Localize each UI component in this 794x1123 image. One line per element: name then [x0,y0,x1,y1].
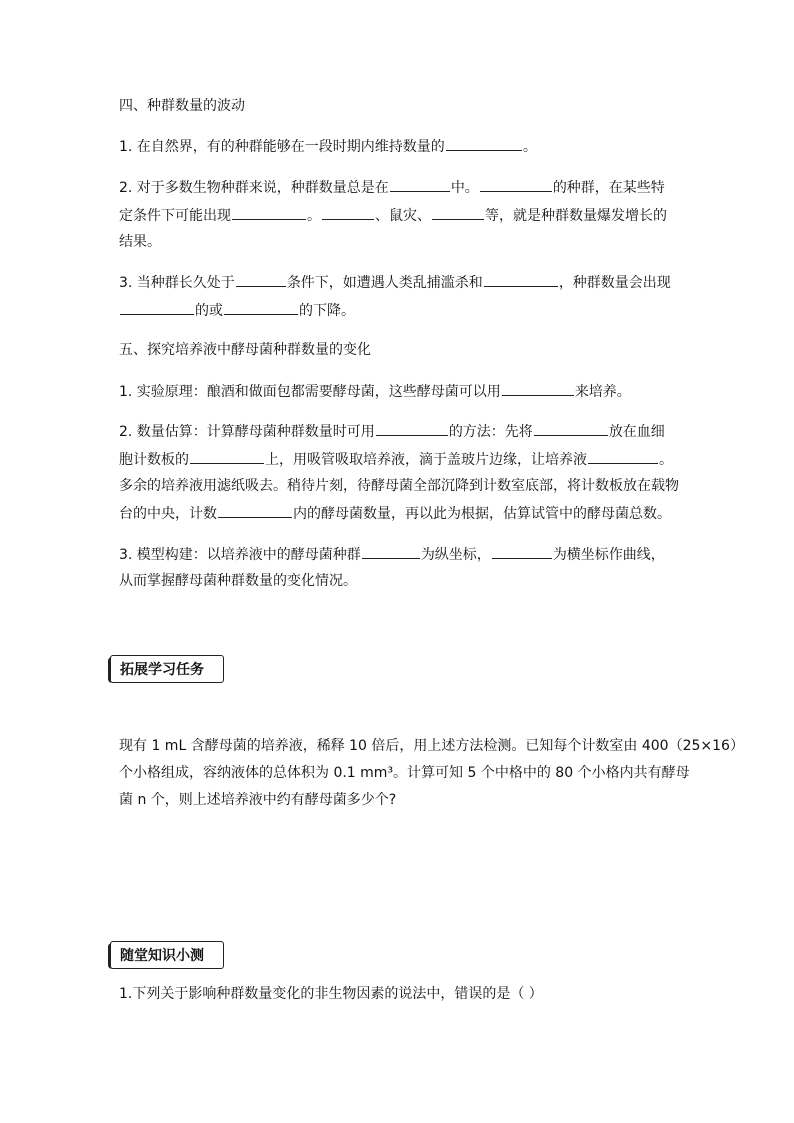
fill-blank[interactable] [502,381,574,396]
fill-blank[interactable] [362,544,420,559]
s4-question-2-line2: 定条件下可能出现 。 、鼠灾、 等，就是种群数量爆发增长的 [119,205,667,226]
fill-blank[interactable] [224,300,298,315]
fill-blank[interactable] [236,272,286,287]
fill-blank[interactable] [484,272,558,287]
s5-question-2-line3: 多余的培养液用滤纸吸去。稍待片刻，待酵母菌全部沉降到计数室底部，将计数板放在载物 [119,478,679,494]
fill-blank[interactable] [232,205,306,220]
fill-blank[interactable] [588,449,658,464]
s5-question-2-line2: 胞计数板的 上，用吸管吸取培养液，滴于盖玻片边缘，让培养液 。 [119,449,673,470]
fill-blank[interactable] [390,177,450,192]
fill-blank[interactable] [534,421,608,436]
s4-question-2-line1: 2. 对于多数生物种群来说，种群数量总是在 中。 的种群，在某些特 [119,177,665,198]
s5-question-1: 1. 实验原理：酿酒和做面包都需要酵母菌，这些酵母菌可以用 来培养。 [119,381,631,402]
s5-question-2-line4: 台的中央，计数 内的酵母菌数量，再以此为根据，估算试管中的酵母菌总数。 [119,503,671,524]
fill-blank[interactable] [322,205,374,220]
s4-question-1: 1. 在自然界，有的种群能够在一段时期内维持数量的 。 [119,136,537,157]
fill-blank[interactable] [492,544,552,559]
fill-blank[interactable] [218,503,292,518]
s4-question-3-line2: 的或 的下降。 [119,300,355,321]
extension-text-line3: 菌 n 个，则上述培养液中约有酵母菌多少个? [119,792,397,808]
extension-text-line2: 个小格组成，容纳液体的总体积为 0.1 mm³。计算可知 5 个中格中的 80 个小格内共有酵母 [119,765,690,781]
quiz-tag: 随堂知识小测 [106,939,224,969]
extension-tag: 拓展学习任务 [106,653,224,683]
fill-blank[interactable] [120,300,194,315]
section4-heading: 四、种群数量的波动 [119,98,245,114]
fill-blank[interactable] [376,421,448,436]
s4-question-3-line1: 3. 当种群长久处于 条件下，如遭遇人类乱捕滥杀和 ，种群数量会出现 [119,272,671,293]
fill-blank[interactable] [446,136,522,151]
s5-question-3-line2: 从而掌握酵母菌种群数量的变化情况。 [119,573,357,589]
s5-question-2-line1: 2. 数量估算：计算酵母菌种群数量时可用 的方法：先将 放在血细 [119,421,665,442]
quiz-question-1: 1.下列关于影响种群数量变化的非生物因素的说法中，错误的是（ ） [119,986,543,1002]
fill-blank[interactable] [190,449,264,464]
scroll-curl-icon [108,657,116,683]
fill-blank[interactable] [480,177,552,192]
fill-blank[interactable] [432,205,484,220]
scroll-curl-icon [108,943,116,969]
extension-text-line1: 现有 1 mL 含酵母菌的培养液，稀释 10 倍后，用上述方法检测。已知每个计数室由 400（25×16） [119,738,744,754]
s5-question-3-line1: 3. 模型构建：以培养液中的酵母菌种群 为纵坐标， 为横坐标作曲线， [119,544,665,565]
section5-heading: 五、探究培养液中酵母菌种群数量的变化 [119,342,371,358]
s4-question-2-line3: 结果。 [119,234,161,250]
